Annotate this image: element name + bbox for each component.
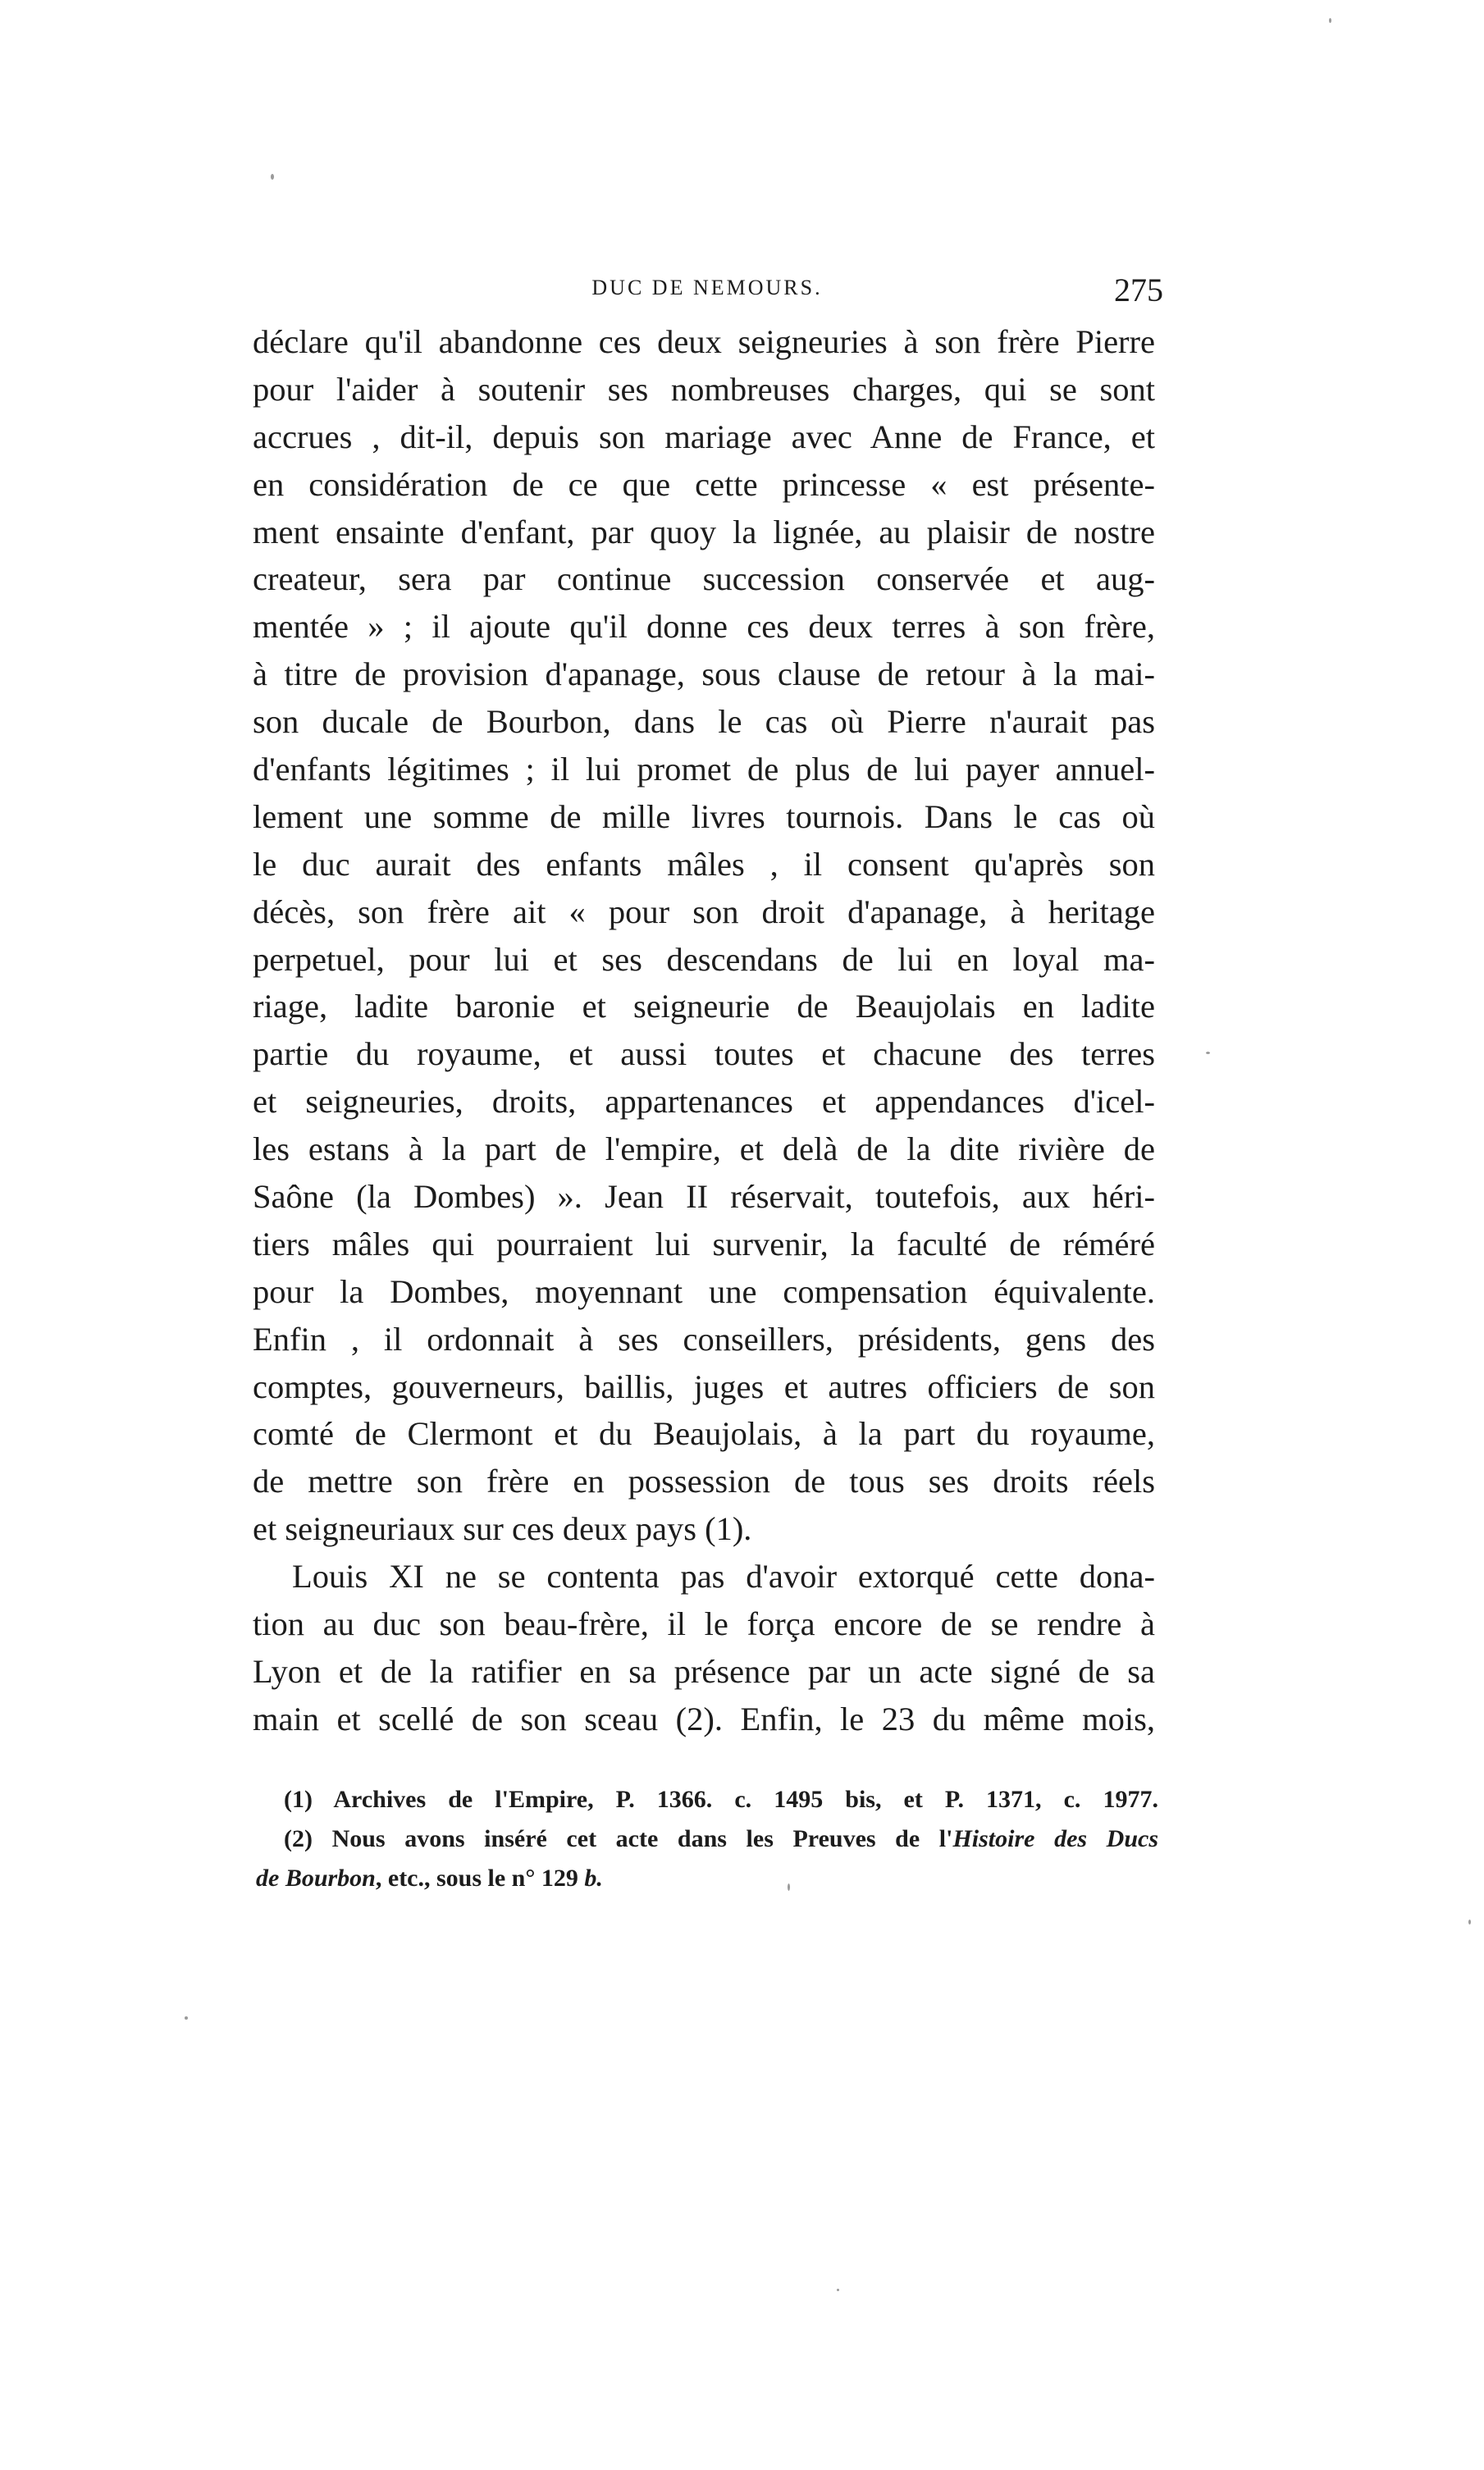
body-text xyxy=(253,318,1155,1743)
text-line: Saône (la Dombes) ». Jean II réservait, toutefois, aux héri- xyxy=(253,1178,1155,1216)
text-line: de mettre son frère en possession de tous ses droits réels xyxy=(253,1463,1155,1500)
running-head xyxy=(256,271,1163,312)
text-line: pour l'aider à soutenir ses nombreuses charges, qui se sont xyxy=(253,370,1155,408)
footnote-2-line-1 xyxy=(256,1819,1158,1859)
text-line: déclare qu'il abandonne ces deux seigneuries à son frère Pierre xyxy=(253,323,1155,360)
paper-speck xyxy=(271,174,274,180)
paper-speck xyxy=(185,2016,188,2020)
text-line: et seigneuries, droits, appartenances et appendances d'icel- xyxy=(253,1083,1155,1121)
text-line: d'enfants légitimes ; il lui promet de plus de lui payer annuel- xyxy=(253,751,1155,788)
text-line: tion au duc son beau-frère, il le força encore de se rendre à xyxy=(253,1605,1155,1643)
text-line: ment ensainte d'enfant, par quoy la lignée, au plaisir de nostre xyxy=(253,513,1155,550)
paper-speck xyxy=(1468,1920,1471,1924)
footnote-1: (1) Archives de l'Empire, P. 1366. c. 1495 bis, et P. 1371, c. 1977. xyxy=(284,1786,1158,1813)
text-line: Enfin , il ordonnait à ses conseillers, présidents, gens des xyxy=(253,1320,1155,1358)
text-line: les estans à la part de l'empire, et delà de la dite rivière de xyxy=(253,1130,1155,1168)
text-line: décès, son frère ait « pour son droit d'apanage, à heritage xyxy=(253,893,1155,930)
text-line: mentée » ; il ajoute qu'il donne ces deux terres à son frère, xyxy=(253,608,1155,646)
paper-speck xyxy=(788,1883,790,1891)
text-line: Louis XI ne se contenta pas d'avoir extorqué cette dona- xyxy=(292,1558,1155,1596)
text-line: en considération de ce que cette princesse « est présente- xyxy=(253,465,1155,503)
text-line: createur, sera par continue succession conservée et aug- xyxy=(253,560,1155,598)
text-line: comptes, gouverneurs, baillis, juges et autres officiers de son xyxy=(253,1367,1155,1405)
text-line: Lyon et de la ratifier en sa présence par un acte signé de sa xyxy=(253,1652,1155,1690)
text-line: accrues , dit-il, depuis son mariage avec Anne de France, et xyxy=(253,418,1155,455)
footnote-2-text: (2) Nous avons inséré cet acte dans les Preuves de l' xyxy=(284,1825,953,1852)
footnote-2-line-2 xyxy=(256,1859,1158,1898)
text-line: à titre de provision d'apanage, sous clause de retour à la mai- xyxy=(253,655,1155,693)
text-line: son ducale de Bourbon, dans le cas où Pierre n'aurait pas xyxy=(253,703,1155,741)
paper-speck xyxy=(837,2289,839,2291)
text-line: partie du royaume, et aussi toutes et chacune des terres xyxy=(253,1035,1155,1073)
text-line: pour la Dombes, moyennant une compensation équivalente. xyxy=(253,1272,1155,1310)
text-line: le duc aurait des enfants mâles , il consent qu'après son xyxy=(253,845,1155,883)
text-line: main et scellé de son sceau (2). Enfin, le 23 du même mois, xyxy=(253,1700,1155,1737)
footnotes xyxy=(256,1780,1158,1898)
paper-speck xyxy=(1206,1052,1210,1054)
footnote-2-title-cont: de Bourbon xyxy=(256,1865,376,1892)
text-line: lement une somme de mille livres tournois. Dans le cas où xyxy=(253,797,1155,835)
text-line: comté de Clermont et du Beaujolais, à la part du royaume, xyxy=(253,1415,1155,1453)
page-number: 275 xyxy=(1114,272,1163,308)
footnote-2-ref-letter: b. xyxy=(584,1865,603,1892)
text-line: perpetuel, pour lui et ses descendans de lui en loyal ma- xyxy=(253,940,1155,978)
text-line: riage, ladite baronie et seigneurie de Beaujolais en ladite xyxy=(253,988,1155,1025)
text-line: tiers mâles qui pourraient lui survenir, la faculté de réméré xyxy=(253,1225,1155,1262)
running-title: DUC DE NEMOURS. xyxy=(591,276,823,299)
footnote-2-ref: , etc., sous le n° 129 xyxy=(375,1865,585,1892)
text-line: et seigneuriaux sur ces deux pays (1). xyxy=(253,1510,752,1548)
footnote-2-title: Histoire des Ducs xyxy=(952,1825,1159,1852)
paper-speck xyxy=(1329,18,1331,23)
